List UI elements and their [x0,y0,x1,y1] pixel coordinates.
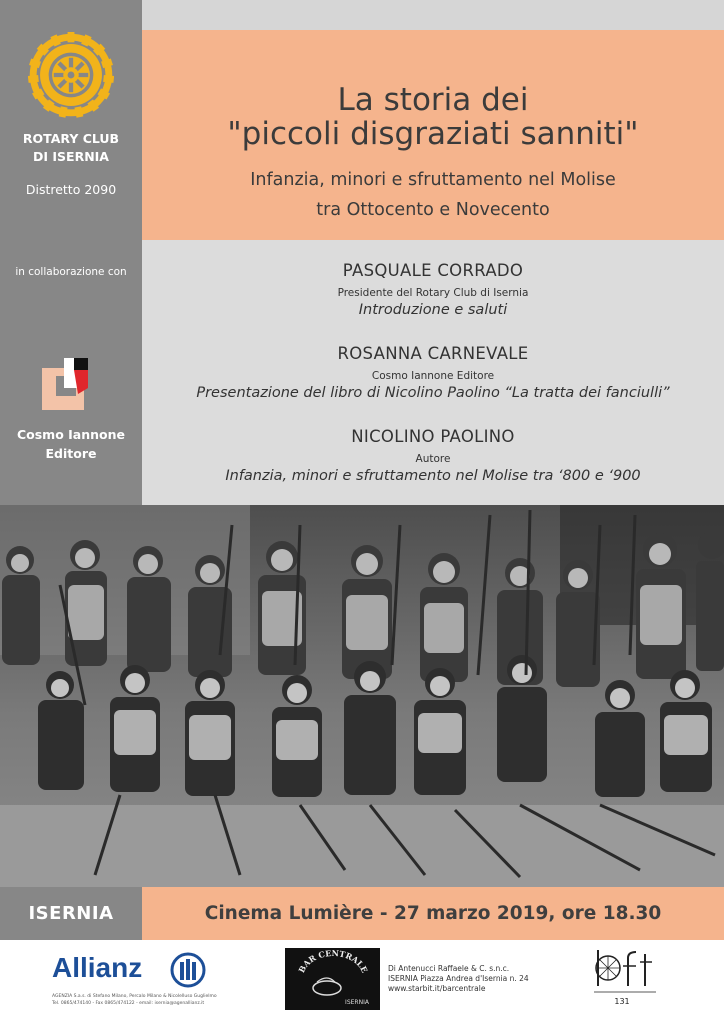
speaker-role: Presidente del Rotary Club di Isernia [337,287,529,299]
event-city: ISERNIA [0,887,142,940]
speaker-name: NICOLINO PAOLINO [351,427,515,446]
club-name [0,130,142,166]
club-name-line1: ROTARY CLUB [22,131,120,146]
speaker-talk: Introduzione e saluti [358,302,508,318]
bar-company-name: Di Antenucci Raffaele & C. s.n.c. [388,964,510,973]
loft-logo-icon [590,946,660,1016]
event-bar [0,887,724,940]
allianz-agency-info: AGENZIA S.a.s. di Stefano Milano, Percalo Milano & Nicolelluso Guglielmo [52,994,217,999]
top-strip [142,0,724,30]
district-label: Distretto 2090 [25,182,117,197]
publisher-name-line2: Editore [45,446,97,461]
title-box [142,30,724,240]
allianz-eagle-icon [170,952,206,988]
header-section [0,0,724,505]
speaker-name: PASQUALE CORRADO [342,261,524,280]
speaker-talk: Presentazione del libro di Nicolino Paolino “La tratta dei fanciulli” [196,385,670,401]
bar-logo-city: ISERNIA [345,999,369,1006]
title-line1: La storia dei [337,82,529,118]
event-details: Cinema Lumière - 27 marzo 2019, ore 18.30 [204,903,662,924]
allianz-logo-text: Allianz [52,952,143,983]
rotary-wheel-icon [28,32,114,118]
bar-centrale-logo-icon [285,948,380,1010]
cosmo-iannone-logo-icon [38,354,98,414]
sidebar [0,0,142,505]
publisher-name-line1: Cosmo Iannone [16,427,125,442]
bar-logo-title: BAR CENTRALE [296,948,370,975]
bar-address: ISERNIA Piazza Andrea d'Isernia n. 24 [388,974,529,983]
subtitle-line2: tra Ottocento e Novecento [316,200,550,220]
subtitle-line1: Infanzia, minori e sfruttamento nel Molise [250,170,616,190]
speakers-section [142,240,724,505]
speaker-role: Cosmo Iannone Editore [371,370,495,382]
club-name-line2: DI ISERNIA [33,149,109,164]
historical-photo [0,505,724,887]
allianz-contact-info: Tel. 0865/474140 - Fax 0865/474122 - email: isernia@agenallianz.it [52,1001,205,1006]
speaker-role: Autore [415,453,451,465]
collaboration-label: in collaborazione con [15,266,127,278]
sponsors-footer [0,940,724,1024]
speaker-name: ROSANNA CARNEVALE [337,344,529,363]
publisher-name [0,425,142,463]
title-line2: "piccoli disgraziati sanniti" [227,116,639,152]
bar-website: www.starbit.it/barcentrale [388,984,486,993]
children-workers-photo-icon [0,505,724,887]
loft-number: 131 [614,997,630,1006]
speaker-talk: Infanzia, minori e sfruttamento nel Molise tra ‘800 e ‘900 [225,468,641,484]
